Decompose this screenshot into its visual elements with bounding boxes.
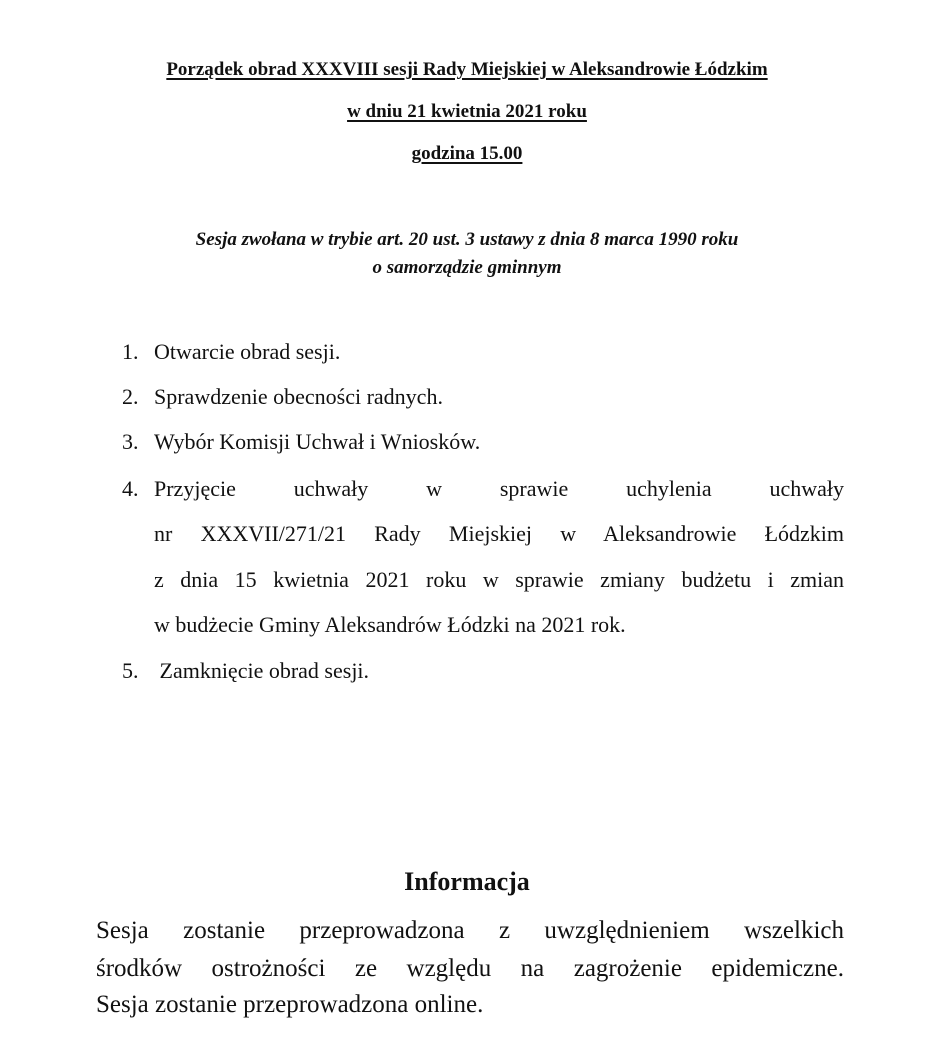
time-line: godzina 15.00: [411, 143, 523, 164]
agenda-item-2-number: 2.: [122, 384, 139, 409]
agenda-item-4-line-2: nr XXXVII/271/21 Rady Miejskiej w Aleksandrowie Łódzkim: [154, 521, 844, 546]
agenda-item-5-text: Zamknięcie obrad sesji.: [154, 658, 370, 683]
agenda-item-3-number: 3.: [122, 429, 139, 454]
agenda-item-1-number: 1.: [122, 339, 139, 364]
session-time: [0, 142, 934, 166]
agenda-item-4-line-1: Przyjęcie uchwały w sprawie uchylenia uchwały: [154, 476, 844, 501]
agenda-item-4-number: 4.: [122, 476, 139, 501]
legal-basis-line-2: o samorządzie gminnym: [372, 257, 562, 278]
session-date: [0, 100, 934, 124]
agenda-item-2-text: Sprawdzenie obecności radnych.: [154, 384, 443, 409]
agenda-item-3-text: Wybór Komisji Uchwał i Wniosków.: [154, 429, 481, 454]
information-heading: Informacja: [404, 867, 530, 896]
agenda-item-5-number: 5.: [122, 658, 139, 683]
date-line: w dniu 21 kwietnia 2021 roku: [347, 101, 587, 122]
legal-basis-line-1: Sesja zwołana w trybie art. 20 ust. 3 ustawy z dnia 8 marca 1990 roku: [195, 229, 739, 250]
agenda-item-1-text: Otwarcie obrad sesji.: [154, 339, 341, 364]
title-line-1: Porządek obrad XXXVIII sesji Rady Miejskiej w Aleksandrowie Łódzkim: [166, 59, 768, 80]
information-line-2: środków ostrożności ze względu na zagrożenie epidemiczne.: [96, 955, 844, 982]
information-line-3: Sesja zostanie przeprowadzona online.: [96, 991, 484, 1018]
information-line-1: Sesja zostanie przeprowadzona z uwzględnieniem wszelkich: [96, 917, 844, 944]
agenda-item-4-line-4: w budżecie Gminy Aleksandrów Łódzki na 2021 rok.: [154, 612, 626, 637]
document-title: [0, 58, 934, 82]
agenda-item-4-line-3: z dnia 15 kwietnia 2021 roku w sprawie zmiany budżetu i zmian: [154, 567, 844, 592]
